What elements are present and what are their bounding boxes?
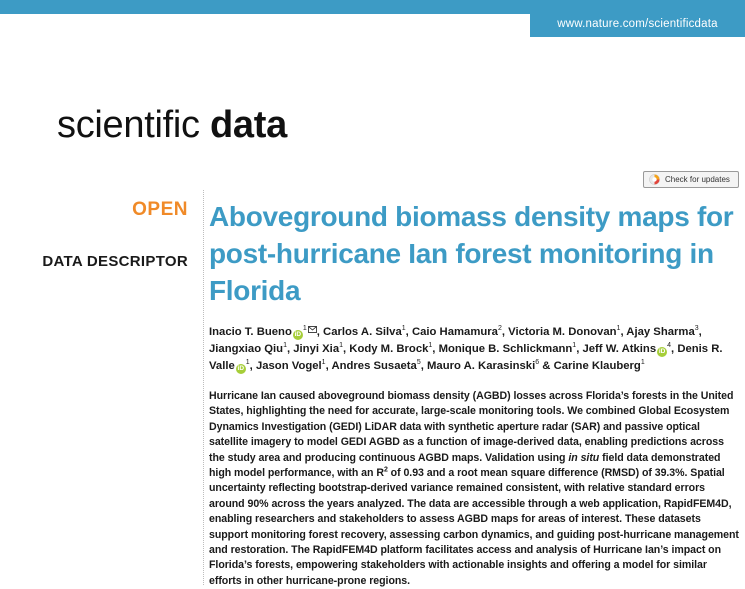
author-entry[interactable] <box>209 343 287 355</box>
envelope-icon[interactable] <box>308 326 317 333</box>
author-entry[interactable] <box>582 343 671 355</box>
open-access-label: OPEN <box>132 199 188 220</box>
article-type-label: DATA DESCRIPTOR <box>42 253 188 270</box>
author-affiliation: 5 <box>416 359 421 367</box>
abstract-text: Hurricane Ian caused aboveground biomass density (AGBD) losses across Florida’s forests in the United States, highlighting the need for accurate, large-scale monitoring tools. We combined Global Ecosystem Dynamics Investigation (GEDI) LiDAR data with synthetic aperture radar (SAR) and passive optical satellite imagery to model GEDI AGBD as a function of image-derived data, enabling predictions across the study area and producing continuous AGBD maps. Validation using <box>209 390 734 464</box>
author-list: Inacio T. Bueno $iD^1$ , Carlos A. Silva$^1$, Caio Hamamura$^2$, Victoria M. Donovan$^1$, Ajay Sharma$^3$, Jiangxiao Qiu$^1$, Jinyi Xia$^1$, Kody M. Brock$^1$, Monique B. Schlickmann$^1$, Jeff W. Atkins $iD^4$, Denis R. Valle $iD^1$, Jason Vogel$^1$, Andres Susaeta$^5$, Mauro A. Karasinski$^6$ & Carine Klauberg$^1$ <box>209 325 723 372</box>
author-entry[interactable] <box>209 326 317 338</box>
author-name: Jiangxiao Qiu <box>209 343 284 355</box>
check-for-updates-button[interactable] <box>643 171 739 188</box>
author-name: Denis R. Valle <box>209 343 723 372</box>
author-affiliation: 1 <box>640 359 645 367</box>
author-entry[interactable] <box>293 343 343 355</box>
check-updates-label: Check for updates <box>665 175 730 184</box>
author-entry[interactable] <box>256 360 326 372</box>
abstract-italic-term: in situ <box>568 451 600 464</box>
author-name: Jinyi Xia <box>293 343 340 355</box>
journal-url-link[interactable]: www.nature.com/scientificdata <box>530 12 745 37</box>
author-entry[interactable] <box>439 343 577 355</box>
author-affiliation: 2 <box>497 325 502 333</box>
author-affiliation: 1 <box>302 325 307 333</box>
author-name: Victoria M. Donovan <box>508 326 617 338</box>
author-name: Jason Vogel <box>255 360 322 372</box>
column-divider <box>203 190 204 585</box>
author-name: Carine Klauberg <box>553 360 641 372</box>
author-affiliation: 4 <box>667 342 672 350</box>
orcid-icon[interactable]: iD <box>294 331 302 338</box>
abstract-text: of 0.93 and a root mean square difference (RMSD) of 39.3%. Spatial uncertainty reflecting bootstrap-derived variance remained consistent, with relative standard errors around 90% across the years analyzed. The data are accessible through a web application, RapidFEM4D, enabling researchers and stakeholders to assess AGBD maps for areas of interest. These datasets support monitoring forest recovery, assessing carbon dynamics, and guiding post-hurricane management and restoration. The RapidFEM4D platform facilitates access and analysis of Hurricane Ian’s impact on Florida’s forests, empowering stakeholders with actionable insights and offering a model for similar efforts in other hurricane-prone regions. <box>209 467 739 587</box>
author-name: Carlos A. Silva <box>323 326 402 338</box>
author-entry[interactable] <box>626 326 698 338</box>
author-entry[interactable] <box>331 360 420 372</box>
author-entry[interactable] <box>412 326 502 338</box>
author-affiliation: 3 <box>694 325 699 333</box>
journal-name-bold: data <box>209 104 287 146</box>
author-affiliation: 6 <box>535 359 540 367</box>
author-name: Inacio T. Bueno <box>209 326 292 338</box>
author-affiliation: 1 <box>401 325 406 333</box>
author-entry[interactable] <box>554 360 645 372</box>
author-name: Ajay Sharma <box>626 326 695 338</box>
journal-name-light: scientific <box>57 104 200 146</box>
author-affiliation: 1 <box>283 342 287 350</box>
author-affiliation: 1 <box>616 325 621 333</box>
orcid-icon[interactable]: iD <box>237 365 245 372</box>
check-updates-icon <box>649 174 660 185</box>
author-name: Mauro A. Karasinski <box>427 360 536 372</box>
abstract-superscript: 2 <box>383 466 388 474</box>
author-name: Andres Susaeta <box>331 360 417 372</box>
author-name: Kody M. Brock <box>349 343 429 355</box>
author-entry[interactable] <box>349 343 432 355</box>
author-affiliation: 1 <box>428 342 433 350</box>
author-affiliation: 1 <box>339 342 344 350</box>
journal-logo[interactable] <box>57 104 287 147</box>
author-name: Caio Hamamura <box>411 326 498 338</box>
author-name: Monique B. Schlickmann <box>438 343 573 355</box>
author-entry[interactable] <box>427 360 539 372</box>
orcid-icon[interactable]: iD <box>658 348 666 355</box>
author-entry[interactable] <box>323 326 406 338</box>
abstract-text: field data demonstrated high model performance, with an R <box>209 451 721 480</box>
author-affiliation: 1 <box>245 359 250 367</box>
author-entry[interactable] <box>508 326 620 338</box>
author-affiliation: 1 <box>572 342 577 350</box>
article-title: Aboveground biomass density maps for post-hurricane Ian forest monitoring in Florida <box>209 201 734 306</box>
author-affiliation: 1 <box>321 359 326 367</box>
abstract <box>209 389 741 589</box>
author-name: Jeff W. Atkins <box>582 343 657 355</box>
